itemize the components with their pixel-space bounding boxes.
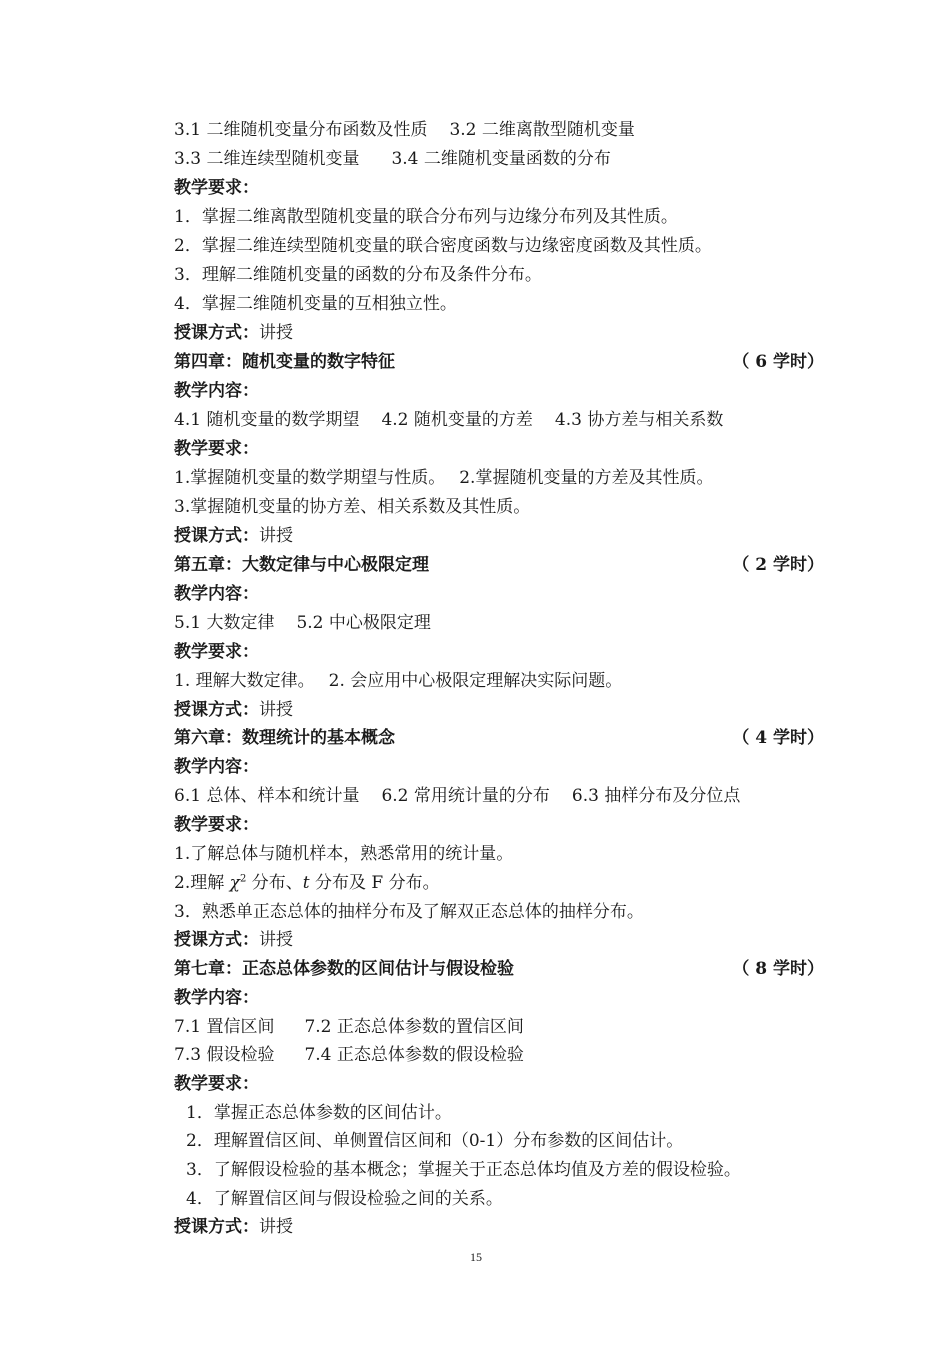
ch3-requirement: 1．掌握二维离散型随机变量的联合分布列与边缘分布列及其性质。	[174, 207, 678, 227]
ch7-heading	[174, 956, 824, 982]
ch5-requirements-label: 教学要求：	[174, 642, 259, 662]
ch7-requirement: 2．理解置信区间、单侧置信区间和（0-1）分布参数的区间估计。	[186, 1131, 684, 1151]
ch6-requirement: 1.了解总体与随机样本，熟悉常用的统计量。	[174, 844, 514, 864]
ch4-requirement: 3.掌握随机变量的协方差、相关系数及其性质。	[174, 497, 531, 517]
ch4-teaching-method: 授课方式：讲授	[174, 526, 293, 546]
ch3-requirements-label: 教学要求：	[174, 178, 259, 198]
ch7-teaching-method: 授课方式：讲授	[174, 1217, 293, 1237]
ch3-content-line-1: 3.1 二维随机变量分布函数及性质 3.2 二维离散型随机变量	[174, 120, 635, 140]
chi-symbol: χ	[229, 873, 240, 893]
ch4-heading	[174, 349, 824, 375]
ch3-requirement: 4．掌握二维随机变量的互相独立性。	[174, 294, 457, 314]
ch7-content-line-1: 7.1 置信区间 7.2 正态总体参数的置信区间	[174, 1017, 524, 1037]
chapter-hours: （ 2 学时）	[732, 555, 824, 575]
ch7-requirement: 4．了解置信区间与假设检验之间的关系。	[186, 1189, 503, 1209]
chapter-hours: （ 4 学时）	[732, 728, 824, 748]
chapter-hours: （ 8 学时）	[732, 959, 824, 979]
ch7-content-label: 教学内容：	[174, 988, 259, 1008]
ch5-content-label: 教学内容：	[174, 584, 259, 604]
ch6-content-label: 教学内容：	[174, 757, 259, 777]
ch3-teaching-method: 授课方式：讲授	[174, 323, 293, 343]
ch5-requirements: 1. 理解大数定律。 2. 会应用中心极限定理解决实际问题。	[174, 671, 623, 691]
ch4-content-label: 教学内容：	[174, 381, 259, 401]
ch7-requirement: 1．掌握正态总体参数的区间估计。	[186, 1103, 452, 1123]
ch6-teaching-method: 授课方式：讲授	[174, 930, 293, 950]
ch5-teaching-method: 授课方式：讲授	[174, 700, 293, 720]
ch3-content-line-2: 3.3 二维连续型随机变量 3.4 二维随机变量函数的分布	[174, 149, 611, 169]
ch6-requirement-formula: 2.理解 $\chi^2$ 分布、t 分布及 F 分布。	[174, 873, 440, 893]
t-symbol: t	[302, 873, 310, 893]
ch7-requirements-label: 教学要求：	[174, 1074, 259, 1094]
page-number: 15	[470, 1250, 482, 1264]
ch6-contents: 6.1 总体、样本和统计量 6.2 常用统计量的分布 6.3 抽样分布及分位点	[174, 786, 741, 806]
chapter-title: 第七章：正态总体参数的区间估计与假设检验	[174, 959, 514, 979]
chapter-hours: （ 6 学时）	[732, 352, 824, 372]
ch4-contents: 4.1 随机变量的数学期望 4.2 随机变量的方差 4.3 协方差与相关系数	[174, 410, 724, 430]
ch6-heading	[174, 725, 824, 751]
ch6-requirement: 3．熟悉单正态总体的抽样分布及了解双正态总体的抽样分布。	[174, 902, 644, 922]
ch5-contents: 5.1 大数定律 5.2 中心极限定理	[174, 613, 431, 633]
ch3-requirement: 3．理解二维随机变量的函数的分布及条件分布。	[174, 265, 542, 285]
ch6-requirements-label: 教学要求：	[174, 815, 259, 835]
ch7-content-line-2: 7.3 假设检验 7.4 正态总体参数的假设检验	[174, 1045, 524, 1065]
chapter-title: 第五章：大数定律与中心极限定理	[174, 555, 429, 575]
ch5-heading	[174, 552, 824, 578]
ch3-requirement: 2．掌握二维连续型随机变量的联合密度函数与边缘密度函数及其性质。	[174, 236, 712, 256]
chapter-title: 第四章：随机变量的数字特征	[174, 352, 395, 372]
ch4-requirements-label: 教学要求：	[174, 439, 259, 459]
ch7-requirement: 3．了解假设检验的基本概念；掌握关于正态总体均值及方差的假设检验。	[186, 1160, 741, 1180]
ch4-requirements-line-1: 1.掌握随机变量的数学期望与性质。 2.掌握随机变量的方差及其性质。	[174, 468, 714, 488]
chapter-title: 第六章：数理统计的基本概念	[174, 728, 395, 748]
